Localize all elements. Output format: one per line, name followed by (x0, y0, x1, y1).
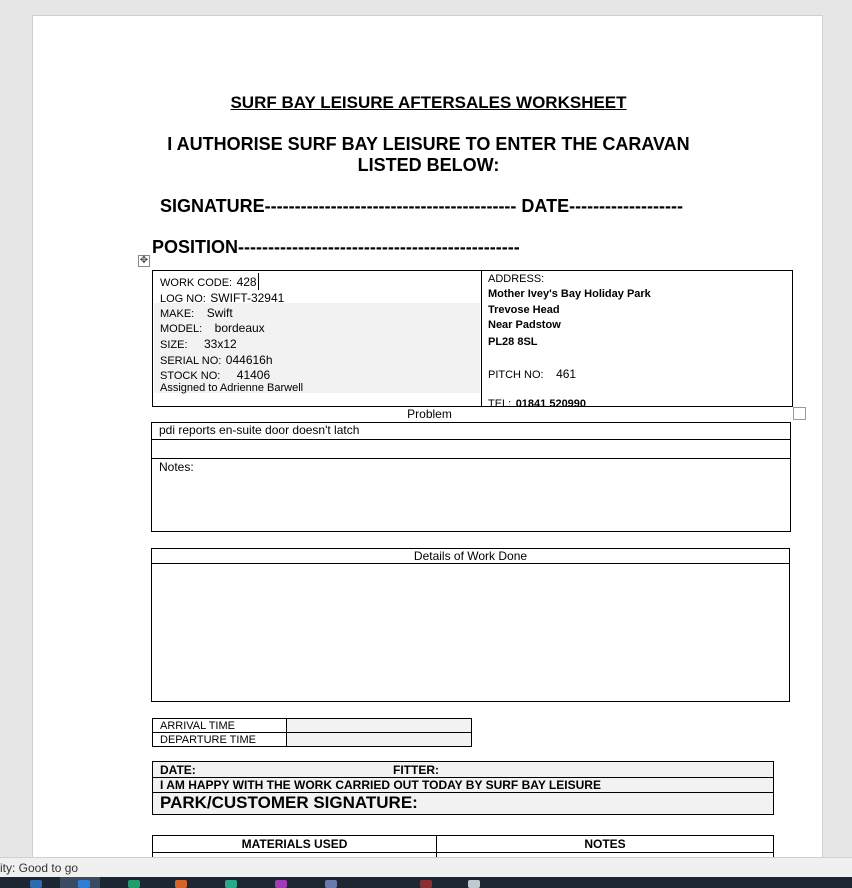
model-value[interactable]: bordeaux (214, 321, 265, 335)
tel-value: 01841 520990 (515, 398, 587, 410)
taskbar-icon[interactable] (30, 880, 42, 888)
address-line-2: Trevose Head (488, 304, 560, 316)
taskbar (0, 877, 852, 888)
departure-time-label: DEPARTURE TIME (160, 734, 256, 746)
arrival-time-label: ARRIVAL TIME (160, 720, 235, 732)
address-line-1: Mother Ivey's Bay Holiday Park (488, 288, 651, 300)
table-move-handle-icon[interactable]: ✥ (139, 255, 149, 266)
caravan-details-table (152, 270, 793, 410)
fitter-label: FITTER: (393, 763, 439, 777)
problem-table (151, 422, 791, 532)
work-done-table (151, 548, 790, 702)
document-title: SURF BAY LEISURE AFTERSALES WORKSHEET (230, 93, 627, 112)
pitch-row (488, 365, 576, 383)
serial-label: SERIAL NO: (160, 355, 222, 367)
customer-signature-label: PARK/CUSTOMER SIGNATURE: (160, 793, 418, 812)
stock-value[interactable]: 41406 (236, 368, 271, 382)
address-label: ADDRESS: (488, 273, 545, 285)
address-line-4: PL28 8SL (488, 336, 538, 348)
document-page (32, 15, 823, 875)
departure-time-field[interactable] (287, 733, 471, 746)
row-divider (153, 852, 773, 853)
text-cursor (258, 273, 259, 290)
assigned-to: Assigned to Adrienne Barwell (160, 382, 304, 394)
stock-label: STOCK NO: (160, 370, 221, 382)
serial-value[interactable]: 044616h (225, 353, 273, 367)
log-no-label: LOG NO: (160, 293, 206, 305)
taskbar-icon[interactable] (175, 880, 187, 888)
date-label: DATE: (160, 763, 196, 777)
make-value[interactable]: Swift (206, 306, 233, 320)
work-done-field[interactable] (154, 567, 787, 699)
status-bar (0, 857, 852, 878)
taskbar-icon[interactable] (325, 880, 337, 888)
work-code-value[interactable]: 428 (236, 275, 257, 289)
pitch-value[interactable]: 461 (556, 367, 577, 381)
problem-text[interactable]: pdi reports en-suite door doesn't latch (159, 423, 360, 437)
taskbar-icon[interactable] (225, 880, 237, 888)
authorise-line-1: I AUTHORISE SURF BAY LEISURE TO ENTER THE CARAVAN (167, 134, 690, 154)
work-done-header: Details of Work Done (413, 549, 528, 563)
happy-statement: I AM HAPPY WITH THE WORK CARRIED OUT TODAY BY SURF BAY LEISURE (160, 778, 601, 792)
taskbar-icon[interactable] (128, 880, 140, 888)
materials-used-header: MATERIALS USED (241, 837, 348, 851)
problem-header: Problem (407, 407, 452, 421)
work-code-label: WORK CODE: (160, 277, 233, 289)
size-value[interactable]: 33x12 (203, 337, 237, 351)
log-no-value[interactable]: SWIFT-32941 (210, 291, 285, 305)
taskbar-icon[interactable] (78, 880, 90, 888)
row-divider (152, 563, 789, 564)
arrival-time-field[interactable] (287, 719, 471, 732)
add-row-handle[interactable] (793, 407, 806, 420)
position-line: POSITION----------------------------------------------- (152, 237, 520, 257)
address-line-3: Near Padstow (488, 319, 561, 331)
taskbar-icon[interactable] (468, 880, 480, 888)
accessibility-status[interactable]: ity: Good to go (0, 861, 79, 875)
size-label: SIZE: (160, 339, 188, 351)
row-divider (152, 458, 790, 459)
tel-label: TEL: (488, 398, 512, 410)
row-divider (152, 439, 790, 440)
table-divider (481, 271, 482, 406)
pitch-label: PITCH NO: (488, 369, 544, 381)
materials-notes-header: NOTES (584, 837, 626, 851)
model-label: MODEL: (160, 323, 203, 335)
taskbar-icon[interactable] (420, 880, 432, 888)
make-label: MAKE: (160, 308, 195, 320)
taskbar-icon[interactable] (275, 880, 287, 888)
signoff-table (152, 761, 774, 815)
authorise-line-2: LISTED BELOW: (357, 155, 500, 175)
signature-date-line: SIGNATURE------------------------------------------ DATE------------------- (160, 196, 683, 216)
notes-label: Notes: (159, 460, 194, 474)
times-table (152, 718, 472, 747)
